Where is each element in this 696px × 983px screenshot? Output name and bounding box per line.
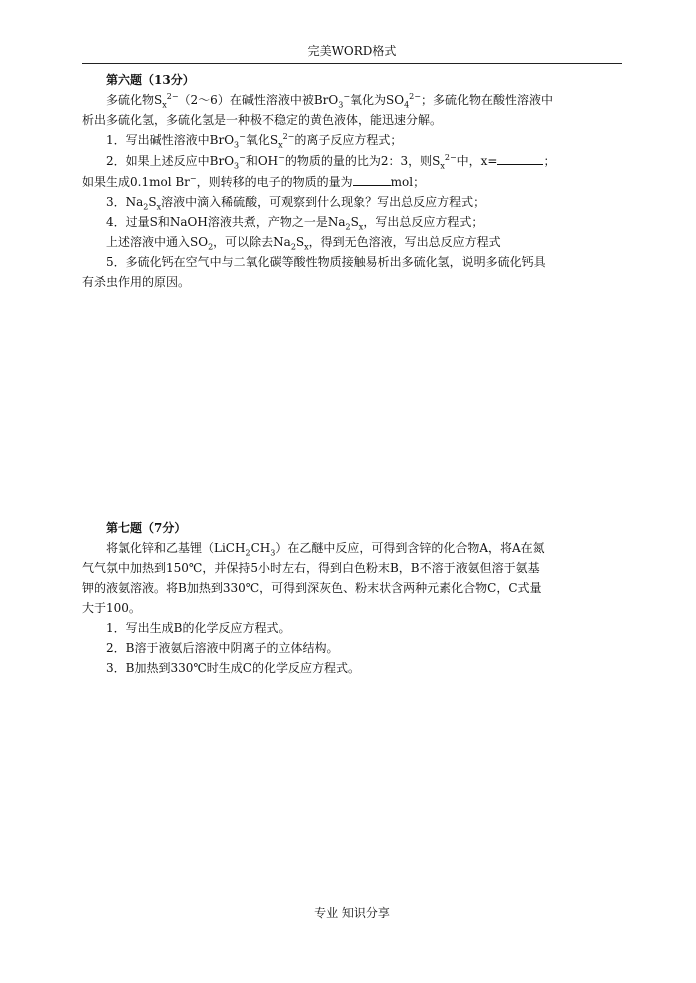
q6-item-4 [82, 212, 622, 232]
q7-intro-line2: 气气氛中加热到150℃，并保持5小时左右，得到白色粉末B，B不溶于液氨但溶于氨基 [82, 561, 540, 575]
sup: − [239, 153, 246, 162]
text: ，可以除去Na [213, 235, 291, 249]
q6-intro-line2: 析出多硫化氢，多硫化氢是一种极不稳定的黄色液体，能迅速分解。 [82, 113, 443, 127]
sup: 2− [166, 92, 179, 101]
q7-intro [82, 538, 622, 558]
sub: 2 [290, 242, 296, 252]
q6-item-5-line2: 有杀虫作用的原因。 [82, 275, 191, 289]
sup: − [189, 174, 197, 183]
q7-intro-line3: 钾的液氨溶液。将B加热到330℃，可得到深灰色、粉末状含两种元素化合物C，C式量 [82, 581, 542, 595]
text: ，写出总反应方程式； [363, 215, 484, 229]
sup: − [343, 92, 351, 101]
text: 1．写出碱性溶液中BrO [106, 133, 235, 147]
header-rule [82, 63, 622, 64]
sub: 3 [338, 100, 344, 110]
sup: 2− [282, 132, 295, 141]
sub: 2 [245, 548, 251, 558]
q7-intro-line4: 大于100。 [82, 601, 141, 615]
q7-item-2: 2．B溶于液氨后溶液中阴离子的立体结构。 [106, 641, 339, 655]
answer-blank-x[interactable] [497, 150, 543, 165]
sub: x [304, 242, 309, 252]
sub: x [278, 140, 283, 150]
text: 的离子反应方程式； [294, 133, 403, 147]
text: 4．过量S和NaOH溶液共煮，产物之一是Na [106, 215, 346, 229]
text: ，得到无色溶液，写出总反应方程式 [308, 235, 501, 249]
sub: x [358, 222, 364, 232]
text: 溶液中滴入稀硫酸，可观察到什么现象？写出总反应方程式； [161, 195, 486, 209]
text: 3．Na [106, 195, 144, 209]
answer-blank-mol[interactable] [353, 171, 391, 186]
q6-item-1 [82, 130, 622, 150]
sub: 2 [208, 242, 214, 252]
sup: 2− [444, 153, 457, 162]
sub: 4 [404, 100, 410, 110]
sub: 3 [270, 548, 276, 558]
question-6 [82, 70, 622, 292]
text: 中，x= [456, 154, 498, 168]
q6-item-4-followup [82, 232, 622, 252]
q6-item-3 [82, 192, 622, 212]
q6-title: 第六题（13分） [106, 73, 195, 87]
text: ，则转移的电子的物质的量为 [196, 175, 353, 189]
q7-item-1: 1．写出生成B的化学反应方程式。 [106, 621, 291, 635]
text: 2．如果上述反应中BrO [106, 154, 235, 168]
q6-item-5: 5．多硫化钙在空气中与二氧化碳等酸性物质接触易析出多硫化氢，说明多硫化钙具 [106, 255, 546, 269]
sub: x [162, 100, 167, 110]
text: 如果生成0.1mol Br [82, 175, 190, 189]
sub: 3 [234, 161, 240, 171]
page-header: 完美WORD格式 [307, 44, 397, 58]
q6-item-2-line2 [82, 171, 622, 192]
sub: 3 [234, 140, 240, 150]
text: 的物质的量的比为2：3，则S [284, 154, 441, 168]
text: S [350, 215, 359, 229]
text: 将氯化锌和乙基锂（LiCH [106, 541, 246, 555]
q6-item-2 [82, 150, 622, 171]
q7-item-3: 3．B加热到330℃时生成C的化学反应方程式。 [106, 661, 360, 675]
text: ；多硫化物在酸性溶液中 [420, 93, 553, 107]
sup: − [278, 153, 285, 162]
text: （2～6）在碱性溶液中被BrO [178, 93, 339, 107]
q7-title: 第七题（7分） [106, 521, 187, 535]
sup: − [239, 132, 246, 141]
text: S [148, 195, 157, 209]
sub: x [156, 202, 162, 212]
text: 上述溶液中通入SO [106, 235, 209, 249]
q6-intro [82, 90, 622, 110]
sup: 2− [409, 92, 421, 101]
text: 和OH [245, 154, 279, 168]
text: ； [543, 154, 556, 168]
text: 多硫化物S [106, 93, 163, 107]
text: S [295, 235, 305, 249]
sub: x [440, 161, 445, 171]
text: CH [250, 541, 271, 555]
text: ）在乙醚中反应，可得到含锌的化合物A，将A在氮 [275, 541, 545, 555]
page-footer: 专业 知识分享 [314, 906, 390, 920]
text: mol； [390, 175, 426, 189]
question-7 [82, 518, 622, 678]
document-body [82, 70, 622, 678]
text: 氧化S [245, 133, 279, 147]
text: 氧化为SO [350, 93, 405, 107]
sub: 2 [345, 222, 351, 232]
sub: 2 [143, 202, 149, 212]
